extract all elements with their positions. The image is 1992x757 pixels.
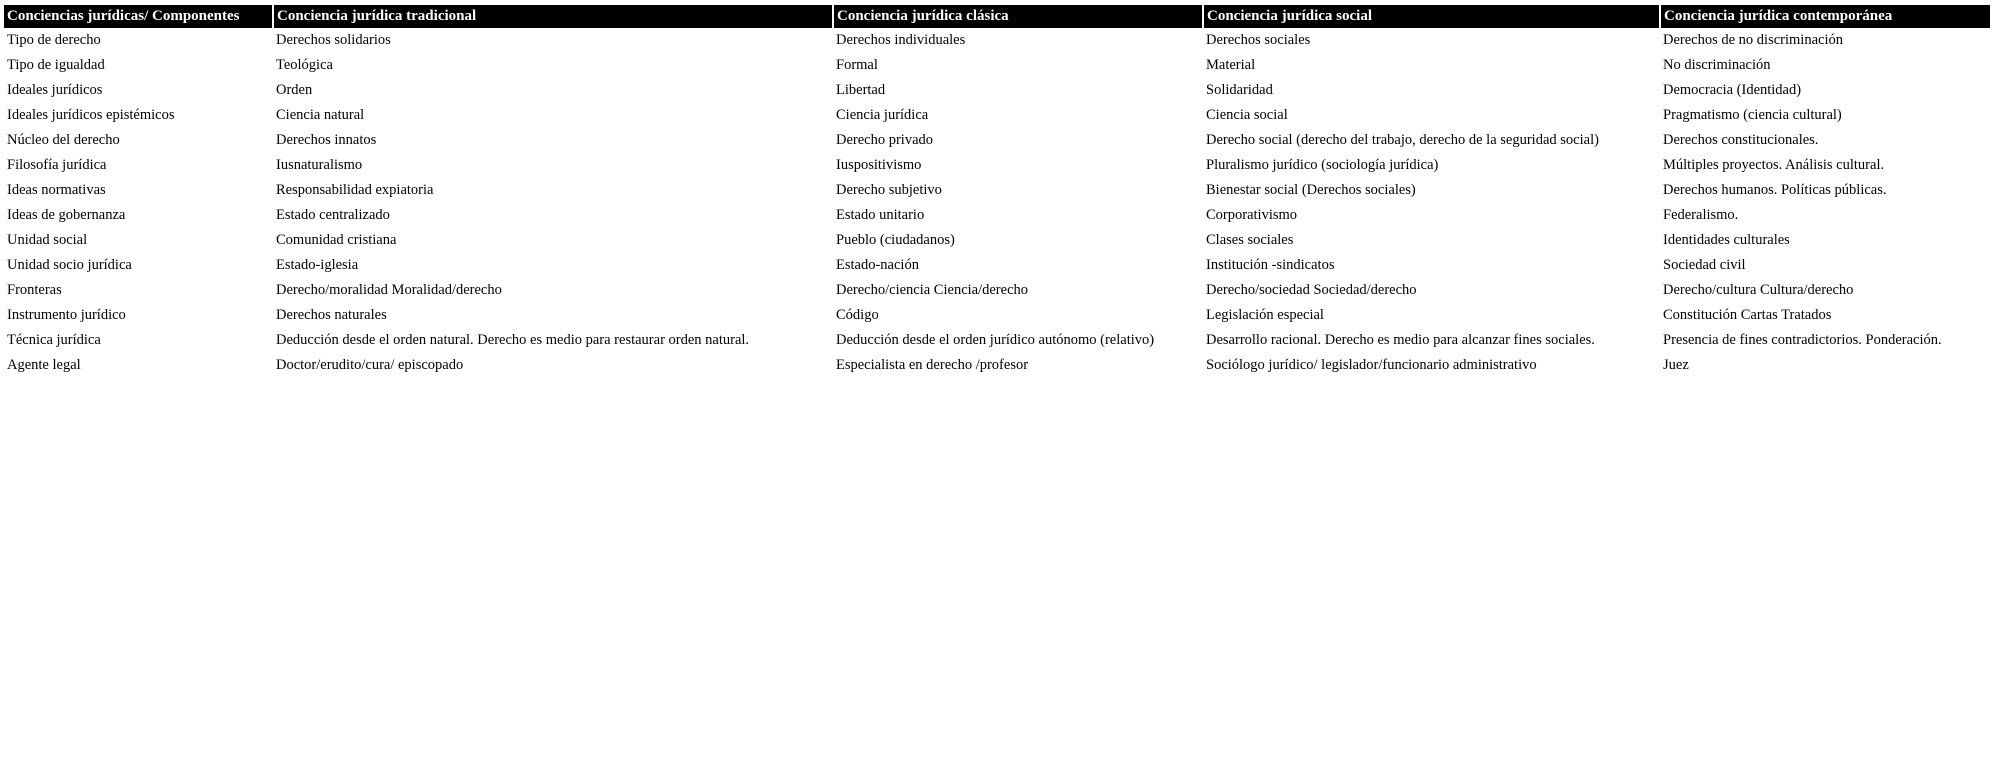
table-cell: Derechos solidarios <box>276 32 391 48</box>
table-cell: Estado-nación <box>836 257 919 273</box>
table-cell: Derechos humanos. Políticas públicas. <box>1663 182 1887 198</box>
row-label: Filosofía jurídica <box>7 157 107 173</box>
table-cell: Estado centralizado <box>276 207 390 223</box>
row-label: Unidad social <box>7 232 88 248</box>
row-label: Agente legal <box>7 357 81 373</box>
table-cell: Derechos de no discriminación <box>1663 32 1843 48</box>
table-cell: Deducción desde el orden jurídico autónomo (relativo) <box>836 332 1155 348</box>
header-row <box>4 5 1990 28</box>
table-cell: Solidaridad <box>1206 82 1273 98</box>
table-row <box>4 78 1990 103</box>
table-cell: Derecho privado <box>836 132 934 148</box>
table-cell: Derechos innatos <box>276 132 377 148</box>
table-row <box>4 128 1990 153</box>
row-label: Núcleo del derecho <box>7 132 120 148</box>
table-row <box>4 203 1990 228</box>
row-label: Instrumento jurídico <box>7 307 126 323</box>
conciencias-juridicas-table <box>4 5 1990 378</box>
table-cell: Libertad <box>836 82 886 98</box>
row-label: Ideales jurídicos <box>7 82 103 98</box>
table-cell: Federalismo. <box>1663 207 1739 223</box>
table-row <box>4 28 1990 53</box>
table-cell: Presencia de fines contradictorios. Ponderación. <box>1663 332 1942 348</box>
table-cell: Derechos naturales <box>276 307 387 323</box>
table-cell: Juez <box>1663 357 1689 373</box>
table-cell: Derecho/ciencia Ciencia/derecho <box>836 282 1029 298</box>
column-header: Conciencia jurídica contemporánea <box>1660 5 1990 28</box>
table-cell: Responsabilidad expiatoria <box>276 182 434 198</box>
table-row <box>4 53 1990 78</box>
row-label: Tipo de igualdad <box>7 57 105 73</box>
table-cell: No discriminación <box>1663 57 1771 73</box>
table-cell: Sociedad civil <box>1663 257 1746 273</box>
table-cell: Ciencia natural <box>276 107 365 123</box>
table-cell: Doctor/erudito/cura/ episcopado <box>276 357 464 373</box>
column-header: Conciencias jurídicas/ Componentes <box>4 5 273 28</box>
row-label: Tipo de derecho <box>7 32 101 48</box>
row-label: Técnica jurídica <box>7 332 101 348</box>
table-cell: Constitución Cartas Tratados <box>1663 307 1832 323</box>
table-cell: Teológica <box>276 57 333 73</box>
table-cell: Derecho subjetivo <box>836 182 942 198</box>
row-label: Unidad socio jurídica <box>7 257 132 273</box>
column-header: Conciencia jurídica clásica <box>833 5 1203 28</box>
row-label: Ideas de gobernanza <box>7 207 126 223</box>
table-cell: Estado unitario <box>836 207 925 223</box>
table-cell: Bienestar social (Derechos sociales) <box>1206 182 1416 198</box>
table-cell: Derecho/moralidad Moralidad/derecho <box>276 282 502 298</box>
table-cell: Desarrollo racional. Derecho es medio para alcanzar fines sociales. <box>1206 332 1595 348</box>
table-cell: Sociólogo jurídico/ legislador/funcionario administrativo <box>1206 357 1537 373</box>
table-row <box>4 228 1990 253</box>
table-cell: Clases sociales <box>1206 232 1294 248</box>
table-cell: Pluralismo jurídico (sociología jurídica) <box>1206 157 1439 173</box>
row-label: Fronteras <box>7 282 62 298</box>
table-cell: Corporativismo <box>1206 207 1298 223</box>
row-label: Ideas normativas <box>7 182 106 198</box>
table-row <box>4 353 1990 378</box>
table-body <box>4 28 1990 378</box>
table-row <box>4 153 1990 178</box>
table-cell: Ciencia social <box>1206 107 1288 123</box>
table-cell: Legislación especial <box>1206 307 1324 323</box>
table-cell: Comunidad cristiana <box>276 232 397 248</box>
table-row <box>4 178 1990 203</box>
table-cell: Orden <box>276 82 313 98</box>
table-cell: Derecho/cultura Cultura/derecho <box>1663 282 1854 298</box>
table-row <box>4 253 1990 278</box>
column-header: Conciencia jurídica social <box>1203 5 1660 28</box>
row-label: Ideales jurídicos epistémicos <box>7 107 175 123</box>
table-cell: Estado-iglesia <box>276 257 359 273</box>
table-row <box>4 103 1990 128</box>
table-cell: Formal <box>836 57 878 73</box>
table-cell: Iusnaturalismo <box>276 157 363 173</box>
table-cell: Derechos individuales <box>836 32 966 48</box>
table-cell: Democracia (Identidad) <box>1663 82 1802 98</box>
table-cell: Código <box>836 307 879 323</box>
table-row <box>4 328 1990 353</box>
table-cell: Pueblo (ciudadanos) <box>836 232 955 248</box>
table-cell: Derechos sociales <box>1206 32 1311 48</box>
table-cell: Pragmatismo (ciencia cultural) <box>1663 107 1842 123</box>
table-cell: Múltiples proyectos. Análisis cultural. <box>1663 157 1885 173</box>
table-cell: Deducción desde el orden natural. Derecho es medio para restaurar orden natural. <box>276 332 750 348</box>
table-cell: Derecho/sociedad Sociedad/derecho <box>1206 282 1417 298</box>
table-cell: Identidades culturales <box>1663 232 1790 248</box>
table-cell: Derecho social (derecho del trabajo, derecho de la seguridad social) <box>1206 132 1599 148</box>
table-cell: Derechos constitucionales. <box>1663 132 1819 148</box>
table-cell: Material <box>1206 57 1256 73</box>
table-cell: Institución -sindicatos <box>1206 257 1335 273</box>
table-row <box>4 303 1990 328</box>
table-cell: Especialista en derecho /profesor <box>836 357 1029 373</box>
column-header: Conciencia jurídica tradicional <box>273 5 833 28</box>
table-cell: Iuspositivismo <box>836 157 922 173</box>
table-cell: Ciencia jurídica <box>836 107 929 123</box>
table-row <box>4 278 1990 303</box>
